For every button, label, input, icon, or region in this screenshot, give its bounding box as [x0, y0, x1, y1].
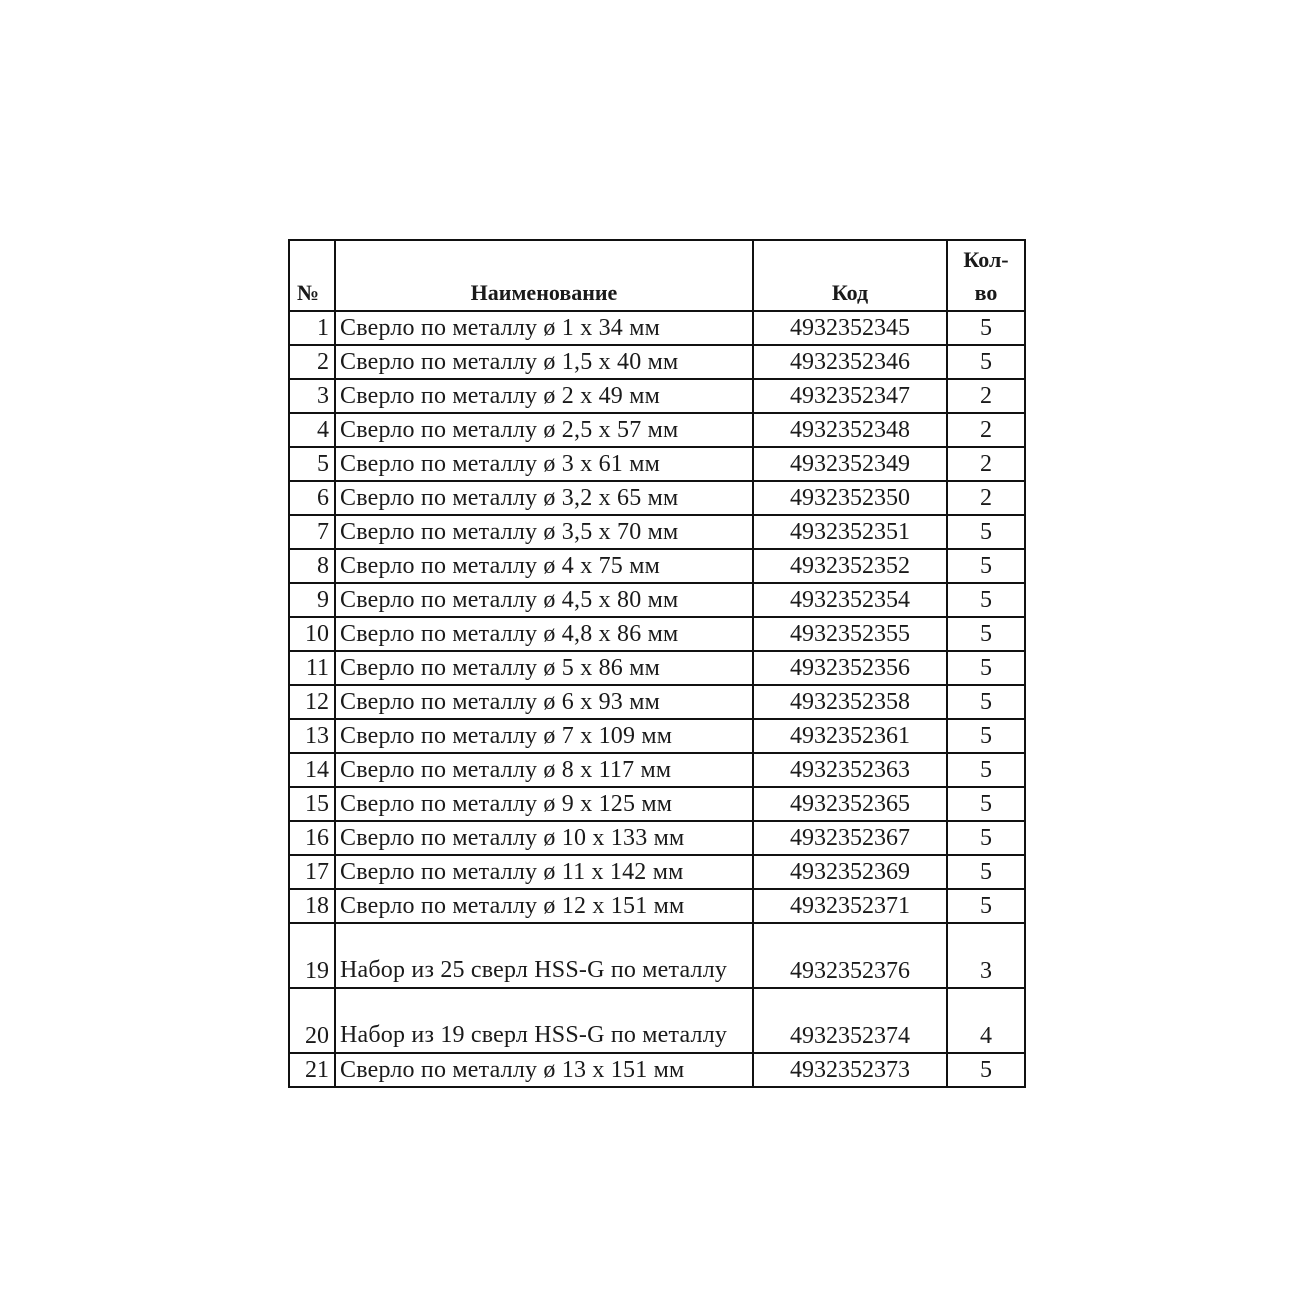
row-number: 18: [289, 889, 335, 923]
row-number: 8: [289, 549, 335, 583]
header-quantity-line2: во: [974, 280, 998, 305]
table-row: [289, 988, 1025, 1053]
header-code: Код: [753, 240, 947, 311]
row-name: Сверло по металлу ø 3 x 61 мм: [335, 447, 753, 481]
row-name: Сверло по металлу ø 6 x 93 мм: [335, 685, 753, 719]
row-quantity: 5: [947, 1053, 1025, 1087]
table-row: [289, 889, 1025, 923]
row-number: 15: [289, 787, 335, 821]
row-name: Сверло по металлу ø 2 x 49 мм: [335, 379, 753, 413]
row-quantity: 3: [947, 923, 1025, 988]
row-quantity: 5: [947, 821, 1025, 855]
header-quantity: [947, 240, 1025, 311]
table-row: [289, 549, 1025, 583]
row-code: 4932352365: [753, 787, 947, 821]
table-row: [289, 923, 1025, 988]
row-quantity: 4: [947, 988, 1025, 1053]
row-quantity: 5: [947, 345, 1025, 379]
row-code: 4932352347: [753, 379, 947, 413]
row-number: 10: [289, 617, 335, 651]
row-quantity: 5: [947, 787, 1025, 821]
row-quantity: 2: [947, 379, 1025, 413]
row-number: 20: [289, 988, 335, 1053]
row-number: 5: [289, 447, 335, 481]
row-code: 4932352352: [753, 549, 947, 583]
row-name: Сверло по металлу ø 3,5 x 70 мм: [335, 515, 753, 549]
row-number: 4: [289, 413, 335, 447]
row-name: Сверло по металлу ø 9 x 125 мм: [335, 787, 753, 821]
table-row: [289, 787, 1025, 821]
row-code: 4932352356: [753, 651, 947, 685]
row-code: 4932352371: [753, 889, 947, 923]
table-row: [289, 719, 1025, 753]
row-code: 4932352374: [753, 988, 947, 1053]
table-row: [289, 855, 1025, 889]
row-number: 2: [289, 345, 335, 379]
row-quantity: 5: [947, 753, 1025, 787]
table-row: [289, 447, 1025, 481]
table-header-row: [289, 240, 1025, 311]
row-number: 3: [289, 379, 335, 413]
row-name: Сверло по металлу ø 13 x 151 мм: [335, 1053, 753, 1087]
row-name: Сверло по металлу ø 8 x 117 мм: [335, 753, 753, 787]
row-quantity: 5: [947, 583, 1025, 617]
row-name: Сверло по металлу ø 1,5 x 40 мм: [335, 345, 753, 379]
row-quantity: 5: [947, 549, 1025, 583]
row-number: 14: [289, 753, 335, 787]
table-row: [289, 345, 1025, 379]
row-name: Сверло по металлу ø 11 x 142 мм: [335, 855, 753, 889]
row-quantity: 5: [947, 617, 1025, 651]
row-number: 13: [289, 719, 335, 753]
row-number: 9: [289, 583, 335, 617]
row-name: Сверло по металлу ø 10 x 133 мм: [335, 821, 753, 855]
row-number: 17: [289, 855, 335, 889]
row-code: 4932352355: [753, 617, 947, 651]
row-code: 4932352363: [753, 753, 947, 787]
table-body: [289, 311, 1025, 1087]
row-number: 7: [289, 515, 335, 549]
row-quantity: 5: [947, 685, 1025, 719]
row-quantity: 5: [947, 855, 1025, 889]
table-row: [289, 379, 1025, 413]
table-row: [289, 311, 1025, 345]
row-number: 12: [289, 685, 335, 719]
row-quantity: 5: [947, 889, 1025, 923]
table-row: [289, 481, 1025, 515]
row-quantity: 5: [947, 311, 1025, 345]
row-name: Набор из 19 сверл HSS-G по металлу: [335, 988, 753, 1053]
row-code: 4932352376: [753, 923, 947, 988]
row-number: 11: [289, 651, 335, 685]
row-code: 4932352346: [753, 345, 947, 379]
row-code: 4932352350: [753, 481, 947, 515]
row-name: Сверло по металлу ø 5 x 86 мм: [335, 651, 753, 685]
row-quantity: 5: [947, 651, 1025, 685]
row-code: 4932352351: [753, 515, 947, 549]
row-name: Сверло по металлу ø 4,5 x 80 мм: [335, 583, 753, 617]
row-code: 4932352361: [753, 719, 947, 753]
table-row: [289, 685, 1025, 719]
row-name: Сверло по металлу ø 4,8 x 86 мм: [335, 617, 753, 651]
table-row: [289, 515, 1025, 549]
table-row: [289, 753, 1025, 787]
row-name: Набор из 25 сверл HSS-G по металлу: [335, 923, 753, 988]
row-quantity: 2: [947, 413, 1025, 447]
row-number: 1: [289, 311, 335, 345]
row-quantity: 2: [947, 481, 1025, 515]
table-row: [289, 583, 1025, 617]
table-row: [289, 651, 1025, 685]
row-name: Сверло по металлу ø 3,2 x 65 мм: [335, 481, 753, 515]
row-name: Сверло по металлу ø 12 x 151 мм: [335, 889, 753, 923]
header-number: №: [289, 240, 335, 311]
row-code: 4932352367: [753, 821, 947, 855]
row-quantity: 2: [947, 447, 1025, 481]
table-row: [289, 413, 1025, 447]
row-quantity: 5: [947, 719, 1025, 753]
row-quantity: 5: [947, 515, 1025, 549]
row-number: 16: [289, 821, 335, 855]
row-name: Сверло по металлу ø 4 x 75 мм: [335, 549, 753, 583]
table-row: [289, 821, 1025, 855]
row-number: 19: [289, 923, 335, 988]
table-row: [289, 1053, 1025, 1087]
row-code: 4932352354: [753, 583, 947, 617]
row-number: 21: [289, 1053, 335, 1087]
header-quantity-line1: Кол-: [963, 247, 1009, 272]
row-code: 4932352373: [753, 1053, 947, 1087]
row-code: 4932352369: [753, 855, 947, 889]
header-name: Наименование: [335, 240, 753, 311]
row-code: 4932352349: [753, 447, 947, 481]
row-number: 6: [289, 481, 335, 515]
drill-list-table: [288, 239, 1026, 1088]
row-name: Сверло по металлу ø 7 x 109 мм: [335, 719, 753, 753]
row-code: 4932352345: [753, 311, 947, 345]
row-name: Сверло по металлу ø 1 x 34 мм: [335, 311, 753, 345]
row-code: 4932352358: [753, 685, 947, 719]
table-row: [289, 617, 1025, 651]
row-code: 4932352348: [753, 413, 947, 447]
row-name: Сверло по металлу ø 2,5 x 57 мм: [335, 413, 753, 447]
